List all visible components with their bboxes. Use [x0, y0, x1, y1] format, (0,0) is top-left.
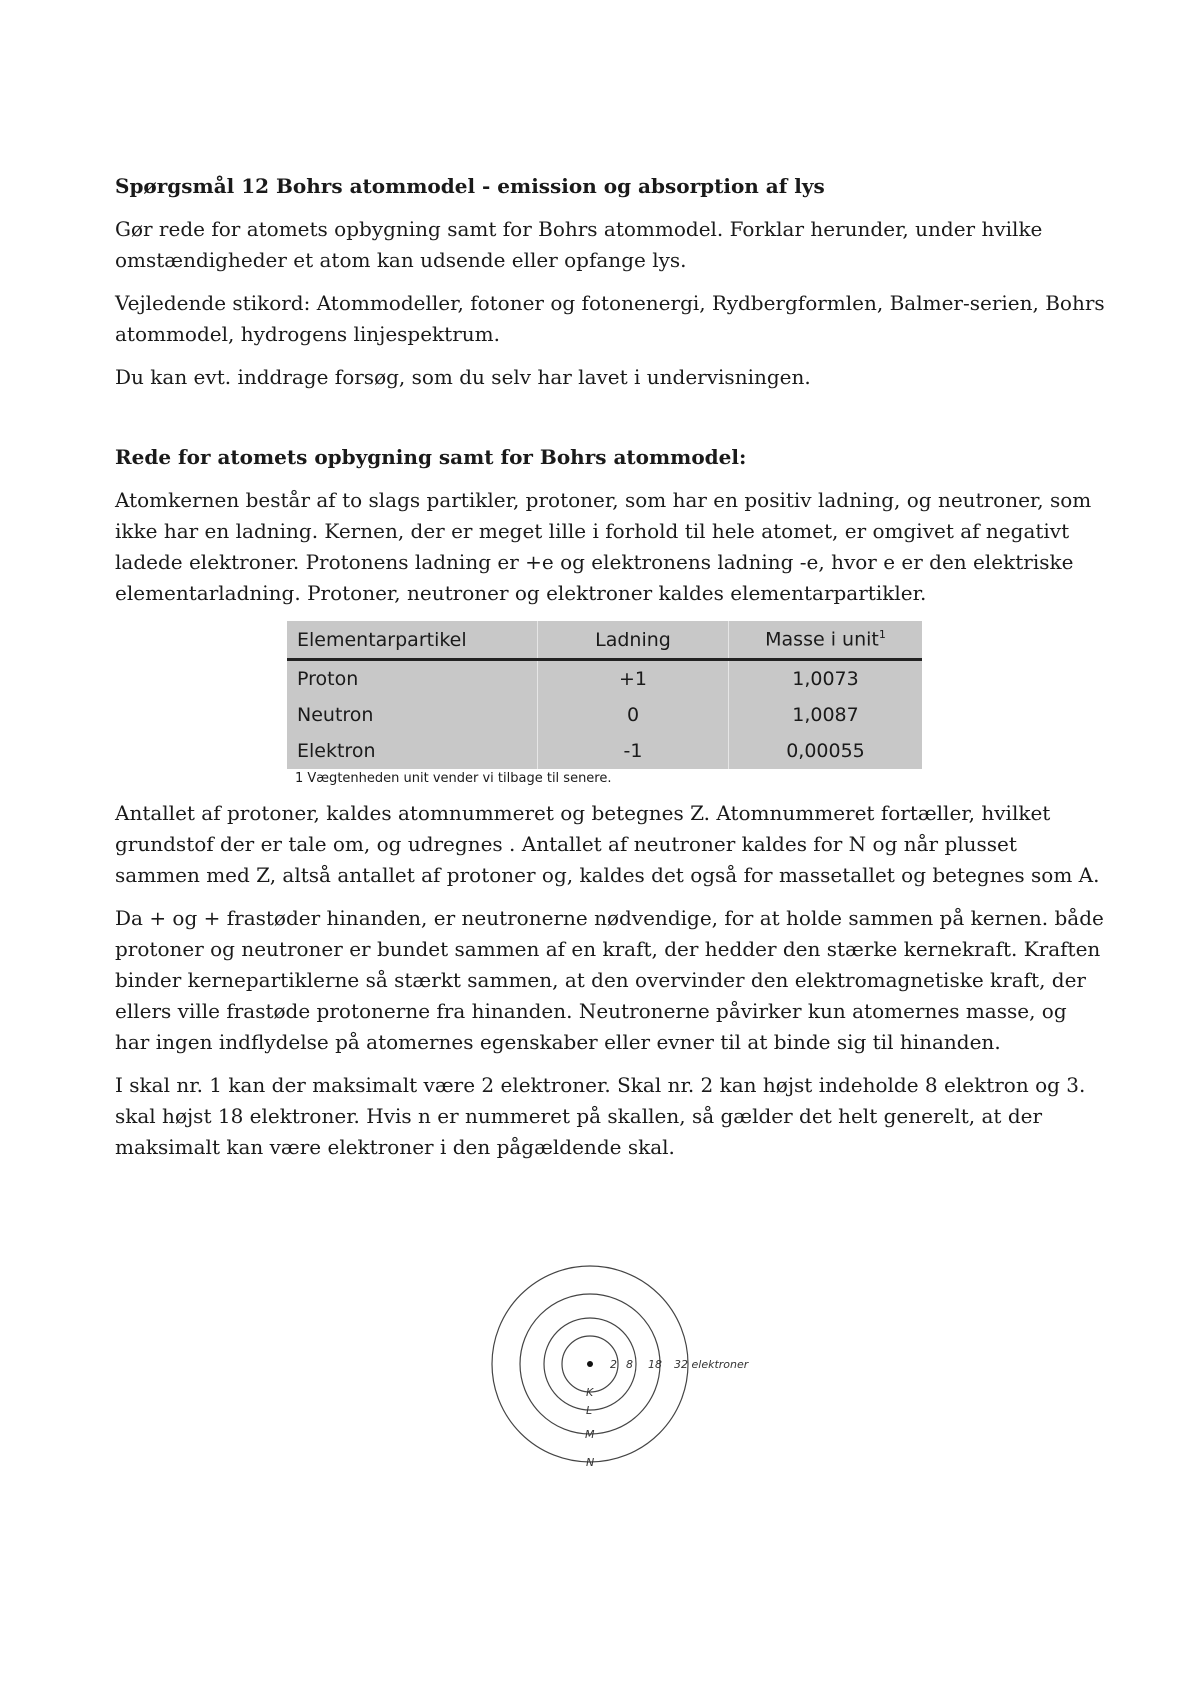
shell-count-n: 32 elektroner [674, 1358, 749, 1371]
shell-letter-k: K [586, 1386, 594, 1399]
answer-paragraph-4: I skal nr. 1 kan der maksimalt være 2 elektroner. Skal nr. 2 kan højst indeholde 8 elektron og 3. skal højst 18 elektroner. Hvis n er nummeret på skallen, så gælder det helt generelt, at der maksimalt kan være elektroner i den pågældende skal. [115, 1073, 1086, 1159]
answer-paragraph-2: Antallet af protoner, kaldes atomnummeret og betegnes Z. Atomnummeret fortæller, hvilket grundstof der er tale om, og udregnes . Antallet af neutroner kaldes for N og når plusset sammen med Z, altså antallet af protoner og, kaldes det også for massetallet og betegnes som A. [115, 801, 1100, 887]
header-mass-footnote-mark: 1 [878, 628, 886, 642]
header-mass [729, 621, 923, 660]
answer-heading: Rede for atomets opbygning samt for Bohrs atommodel: [115, 445, 747, 469]
electron-shell-diagram [480, 1258, 780, 1488]
shell-count-m: 18 [648, 1358, 662, 1371]
cell-particle: Elektron [297, 740, 376, 762]
question-paragraph-1: Gør rede for atomets opbygning samt for Bohrs atommodel. Forklar herunder, under hvilke omstændigheder et atom kan udsende eller opfange lys. [115, 217, 1043, 272]
cell-mass: 0,00055 [729, 733, 923, 769]
cell-charge: +1 [538, 660, 729, 698]
question-paragraph-3: Du kan evt. inddrage forsøg, som du selv har lavet i undervisningen. [115, 365, 811, 389]
cell-particle: Neutron [297, 704, 374, 726]
answer-paragraph-1: Atomkernen består af to slags partikler, protoner, som har en positiv ladning, og neutroner, som ikke har en ladning. Kernen, der er meget lille i forhold til hele atomet, er omgivet af negativt ladede elektroner. Protonens ladning er +e og elektronens ladning -e, hvor e er den elektriske elementarladning. Protoner, neutroner og elektroner kaldes elementarpartikler. [115, 488, 1092, 605]
header-particle: Elementarpartikel [287, 621, 538, 660]
document-page [115, 172, 1105, 1175]
cell-mass: 1,0073 [729, 660, 923, 698]
particle-table-block [287, 621, 922, 786]
shell-letter-m: M [585, 1428, 595, 1441]
cell-particle: Proton [297, 668, 359, 690]
header-mass-label: Masse i unit [765, 628, 879, 651]
table-row [287, 697, 922, 733]
cell-charge: 0 [538, 697, 729, 733]
header-charge: Ladning [538, 621, 729, 660]
shell-count-k: 2 [610, 1358, 617, 1371]
shell-count-l: 8 [626, 1358, 633, 1371]
table-row [287, 733, 922, 769]
table-row [287, 660, 922, 698]
answer-paragraph-3: Da + og + frastøder hinanden, er neutronerne nødvendige, for at holde sammen på kernen. både protoner og neutroner er bundet sammen af en kraft, der hedder den stærke kernekraft. Kraften binder kernepartiklerne så stærkt sammen, at den overvinder den elektromagnetiske kraft, der ellers ville frastøde protonerne fra hinanden. Neutronerne påvirker kun atomernes masse, og har ingen indflydelse på atomernes egenskaber eller evner til at binde sig til hinanden. [115, 906, 1104, 1054]
spacer [115, 405, 1105, 443]
cell-mass: 1,0087 [729, 697, 923, 733]
shell-letter-l: L [586, 1404, 593, 1417]
question-heading: Spørgsmål 12 Bohrs atommodel - emission og absorption af lys [115, 174, 825, 198]
cell-charge: -1 [538, 733, 729, 769]
particle-table [287, 621, 922, 769]
nucleus-dot [587, 1361, 593, 1367]
question-paragraph-2: Vejledende stikord: Atommodeller, fotoner og fotonenergi, Rydbergformlen, Balmer-serien, Bohrs atommodel, hydrogens linjespektrum. [115, 291, 1105, 346]
shell-letter-n: N [586, 1456, 595, 1469]
table-header-row [287, 621, 922, 660]
table-footnote: 1 Vægtenheden unit vender vi tilbage til senere. [295, 771, 612, 786]
